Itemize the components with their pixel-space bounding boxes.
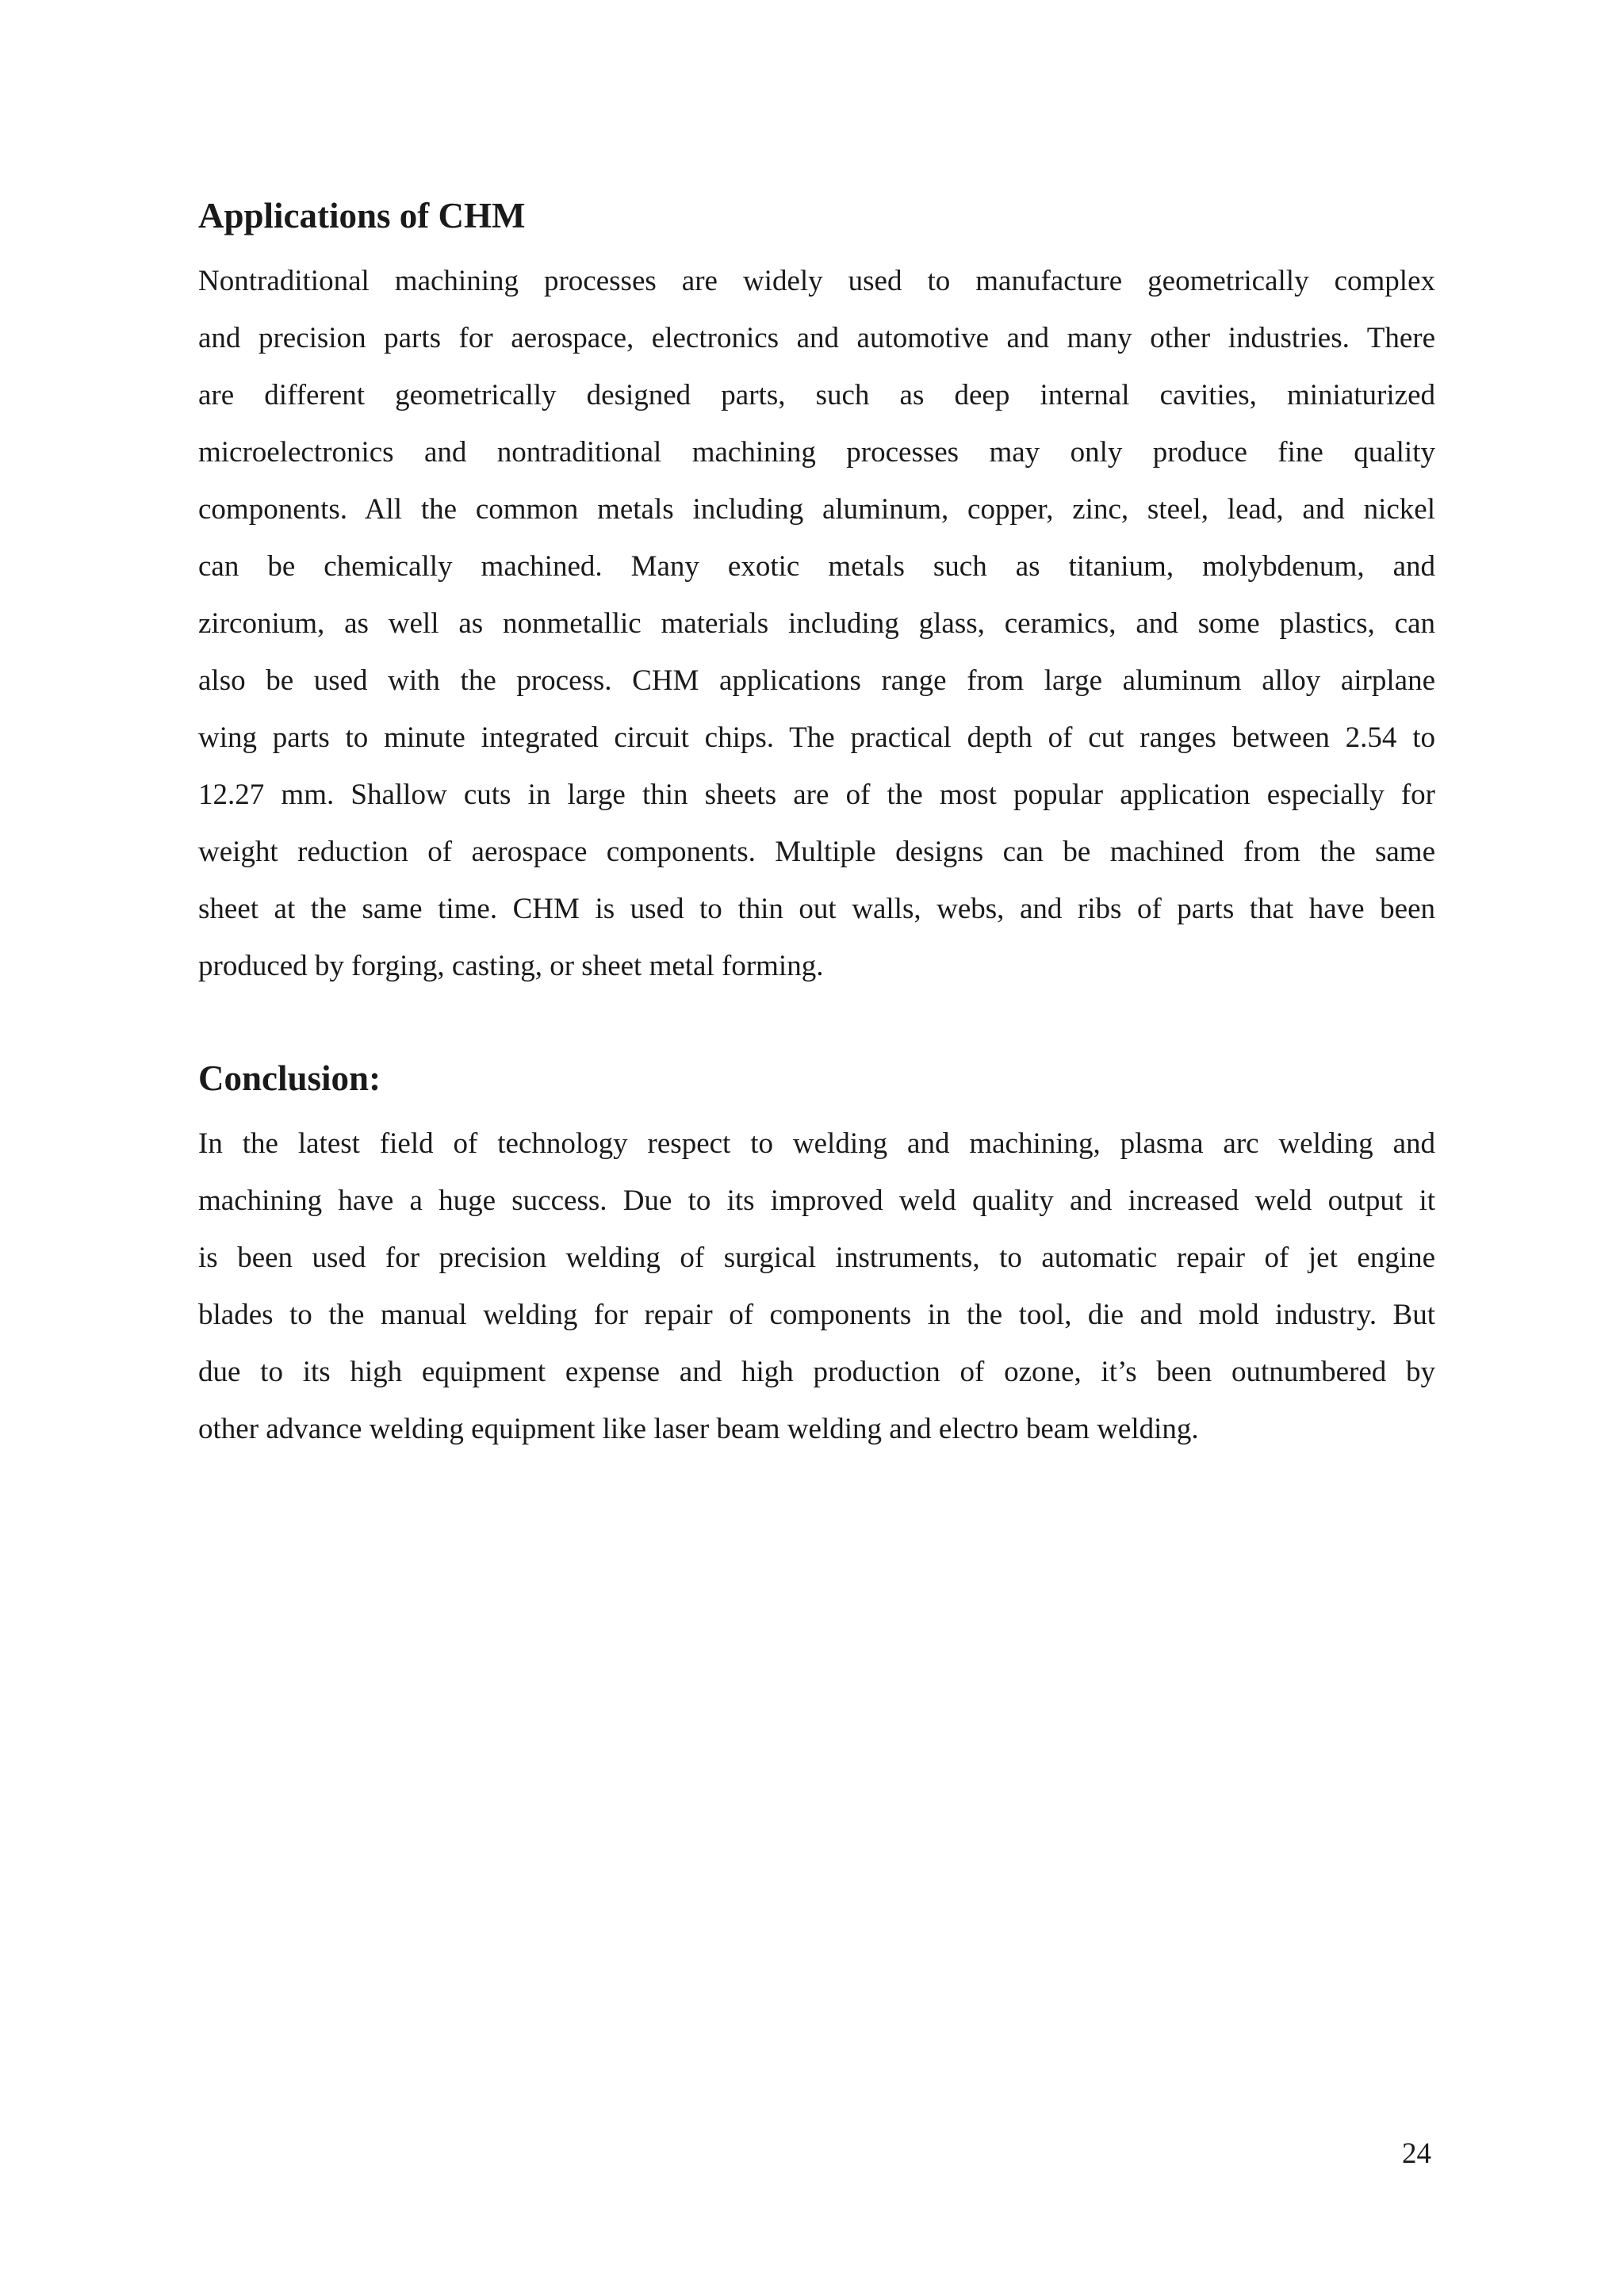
conclusion-line-5: due to its high equipment expense and high production of ozone, it’s been outnumbered by <box>198 1356 1435 1388</box>
applications-line-5: components. All the common metals including aluminum, copper, zinc, steel, lead, and nickel <box>198 493 1435 526</box>
applications-line-3: are different geometrically designed parts, such as deep internal cavities, miniaturized <box>198 379 1435 411</box>
section-heading-applications: Applications of CHM <box>198 196 526 235</box>
conclusion-line-1: In the latest field of technology respect to welding and machining, plasma arc welding and <box>198 1127 1435 1160</box>
applications-line-1: Nontraditional machining processes are widely used to manufacture geometrically complex <box>198 265 1435 297</box>
applications-line-10: 12.27 mm. Shallow cuts in large thin sheets are of the most popular application especially for <box>198 779 1435 811</box>
page-number: 24 <box>1402 2137 1431 2170</box>
conclusion-line-3: is been used for precision welding of surgical instruments, to automatic repair of jet engine <box>198 1242 1435 1274</box>
applications-line-6: can be chemically machined. Many exotic metals such as titanium, molybdenum, and <box>198 550 1435 583</box>
applications-line-12: sheet at the same time. CHM is used to thin out walls, webs, and ribs of parts that have been <box>198 893 1435 925</box>
conclusion-line-4: blades to the manual welding for repair of components in the tool, die and mold industry. But <box>198 1299 1435 1331</box>
conclusion-line-2: machining have a huge success. Due to its improved weld quality and increased weld output it <box>198 1184 1435 1217</box>
applications-line-8: also be used with the process. CHM applications range from large aluminum alloy airplane <box>198 664 1435 697</box>
applications-line-2: and precision parts for aerospace, electronics and automotive and many other industries. There <box>198 322 1435 354</box>
applications-line-9: wing parts to minute integrated circuit chips. The practical depth of cut ranges between 2.54 to <box>198 721 1435 754</box>
applications-line-13: produced by forging, casting, or sheet metal forming. <box>198 950 824 982</box>
applications-line-11: weight reduction of aerospace components. Multiple designs can be machined from the same <box>198 836 1435 868</box>
conclusion-line-6: other advance welding equipment like laser beam welding and electro beam welding. <box>198 1413 1199 1445</box>
section-heading-conclusion: Conclusion: <box>198 1058 381 1098</box>
applications-line-4: microelectronics and nontraditional machining processes may only produce fine quality <box>198 436 1435 469</box>
applications-line-7: zirconium, as well as nonmetallic materials including glass, ceramics, and some plastics, can <box>198 607 1435 640</box>
